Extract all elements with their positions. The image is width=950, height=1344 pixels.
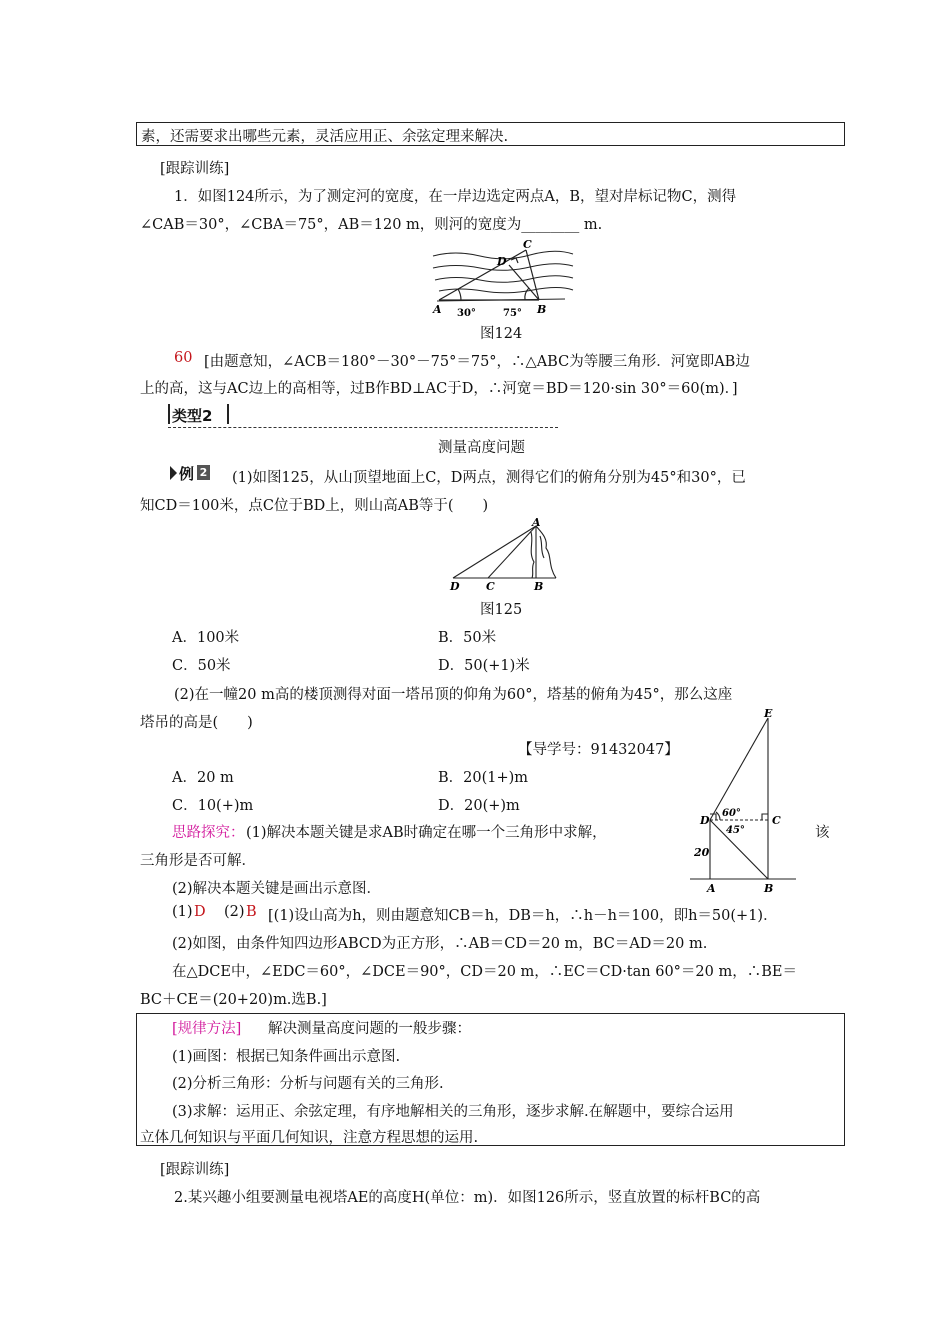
summary-box-text: 素，还需要求出哪些元素，灵活应用正、余弦定理来解决. — [141, 129, 509, 145]
figure-125-mountain — [448, 518, 563, 593]
fig124-label-b: B — [537, 303, 547, 316]
fig124-angle-75: 75° — [503, 308, 522, 318]
solution-1-line-2: 上的高，这与AC边上的高相等，过B作BD⊥AC于D，∴河宽＝BD＝120·sin 30°＝60(m)．] — [140, 381, 738, 397]
answer-2-label-2: (2) — [224, 904, 245, 920]
question-1-line-2: ∠CAB＝30°，∠CBA＝75°，AB＝120 m，则河的宽度为________ m. — [140, 217, 603, 233]
type-2-bar-left — [168, 404, 170, 424]
example-2-badge — [170, 464, 210, 482]
thinking-tail: 该 — [815, 825, 830, 841]
tower-label-c: C — [772, 814, 781, 827]
example-2-part-1-line-2: 知CD＝100米，点C位于BD上，则山高AB等于( ) — [140, 498, 489, 514]
solution-2-line-1: [(1)设山高为h，则由题意知CB＝h，DB＝h，∴h－h＝100，即h＝50(+1)． — [268, 908, 778, 924]
option-1-c: C．50米 — [172, 658, 231, 674]
fig125-label-b: B — [534, 580, 544, 593]
solution-2-line-4: BC＋CE＝(20+20)m.选B.] — [140, 992, 327, 1008]
answer-1: 60 — [174, 350, 193, 366]
figure-124-river — [425, 238, 575, 318]
fig125-label-a: A — [532, 518, 541, 529]
guide-number: 【导学号：91432047】 — [518, 742, 679, 758]
type-2-bar-right — [227, 404, 229, 424]
example-2-part-1-line-1: (1)如图125，从山顶望地面上C，D两点，测得它们的俯角分别为45°和30°，已 — [232, 470, 746, 486]
fig124-label-c: C — [523, 238, 532, 251]
option-1-d: D．50(+1)米 — [438, 658, 530, 674]
question-2-line-1: 2.某兴趣小组要测量电视塔AE的高度H(单位：m)．如图126所示，竖直放置的标杆BC的高 — [174, 1190, 761, 1206]
type-2-badge: 类型2 — [172, 407, 213, 425]
fig124-label-a: A — [433, 303, 442, 316]
thinking-line-2: 三角形是否可解． — [140, 853, 256, 869]
tower-label-a: A — [707, 882, 716, 894]
example-2-part-2-line-1: (2)在一幢20 m高的楼顶测得对面一塔吊顶的仰角为60°，塔基的俯角为45°，那么这座 — [174, 687, 733, 703]
option-1-b: B．50米 — [438, 630, 497, 646]
method-step-3-line-1: (3)求解：运用正、余弦定理，有序地解相关的三角形，逐步求解.在解题中，要综合运用 — [172, 1104, 734, 1120]
option-2-c: C．10(+)m — [172, 798, 254, 814]
fig124-label-d: D — [497, 255, 507, 268]
tower-angle-45: 45° — [726, 825, 745, 836]
type-2-title: 测量高度问题 — [438, 440, 525, 456]
figure-125-caption: 图125 — [480, 602, 523, 618]
example-badge-number: 2 — [197, 465, 210, 480]
option-2-b: B．20(1+)m — [438, 770, 529, 786]
example-2-part-2-line-2: 塔吊的高是( ) — [140, 715, 253, 731]
example-badge-arrow-icon — [170, 466, 177, 480]
follow-up-label-1: [跟踪训练] — [160, 161, 230, 177]
method-step-2: (2)分析三角形：分析与问题有关的三角形. — [172, 1076, 444, 1092]
fig124-angle-30: 30° — [457, 308, 476, 318]
method-step-1: (1)画图：根据已知条件画出示意图. — [172, 1049, 401, 1065]
method-label: [规律方法] — [172, 1021, 242, 1037]
thinking-line-1: (1)解决本题关键是求AB时确定在哪一个三角形中求解， — [246, 825, 607, 841]
option-1-a: A．100米 — [172, 630, 240, 646]
tower-height-20: 20 — [694, 846, 710, 859]
answer-2-letter-2: B — [246, 904, 257, 920]
tower-label-e: E — [764, 707, 773, 720]
tower-label-b: B — [764, 882, 774, 894]
question-1-line-1: 1．如图124所示，为了测定河的宽度，在一岸边选定两点A，B，望对岸标记物C，测得 — [174, 189, 737, 205]
fig125-label-c: C — [486, 580, 495, 593]
follow-up-label-2: [跟踪训练] — [160, 1162, 230, 1178]
figure-124-caption: 图124 — [480, 326, 523, 342]
thinking-label: 思路探究： — [172, 825, 245, 841]
type-2-divider — [168, 427, 558, 428]
method-intro: 解决测量高度问题的一般步骤： — [268, 1021, 471, 1037]
method-step-3-line-2: 立体几何知识与平面几何知识，注意方程思想的运用. — [140, 1130, 479, 1146]
tower-angle-60: 60° — [722, 808, 741, 819]
answer-2-letter-1: D — [194, 904, 206, 920]
solution-1-line-1: [由题意知，∠ACB＝180°－30°－75°＝75°，∴△ABC为等腰三角形．河宽即AB边 — [204, 354, 750, 370]
solution-2-line-2: (2)如图，由条件知四边形ABCD为正方形，∴AB＝CD＝20 m，BC＝AD＝20 m. — [172, 936, 708, 952]
answer-2-label-1: (1) — [172, 904, 193, 920]
solution-2-line-3: 在△DCE中，∠EDC＝60°，∠DCE＝90°，CD＝20 m，∴EC＝CD·tan 60°＝20 m，∴BE＝ — [172, 964, 797, 980]
fig125-label-d: D — [450, 580, 460, 593]
figure-tower-crane — [688, 706, 800, 894]
option-2-a: A．20 m — [172, 770, 234, 786]
example-badge-word: 例 — [179, 465, 195, 483]
tower-label-d: D — [700, 814, 710, 827]
option-2-d: D．20(+)m — [438, 798, 520, 814]
thinking-line-3: (2)解决本题关键是画出示意图． — [172, 881, 382, 897]
